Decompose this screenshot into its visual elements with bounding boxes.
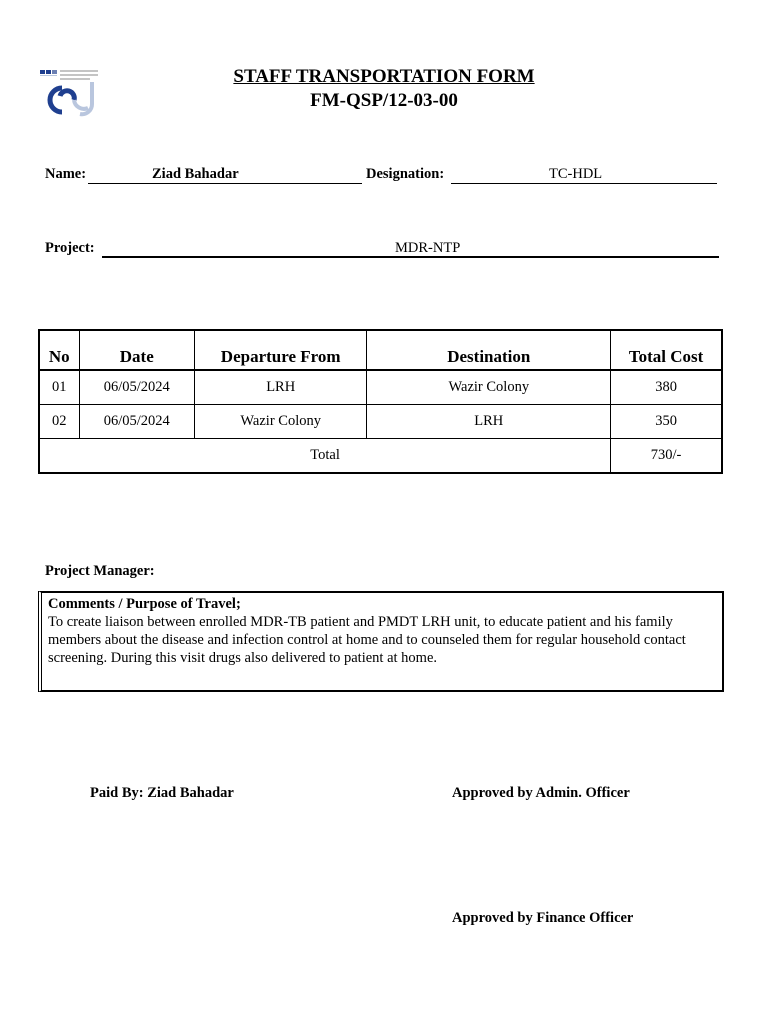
- comments-body: To create liaison between enrolled MDR-TB patient and PMDT LRH unit, to educate patient and his family members about the disease and infection control at home and to counseled them for regular household contact screening. During this visit drugs also delivered to patient at home.: [48, 614, 686, 666]
- form-title: STAFF TRANSPORTATION FORM: [233, 66, 535, 87]
- designation-label: Designation:: [366, 166, 445, 182]
- col-header-departure: Departure From: [194, 330, 367, 370]
- project-label: Project:: [45, 240, 95, 256]
- col-header-no: No: [39, 330, 79, 370]
- table-header-row: [39, 330, 722, 370]
- name-label: Name:: [45, 166, 87, 182]
- designation-field: [451, 166, 717, 184]
- cell-cost: 350: [611, 405, 722, 439]
- col-header-date: Date: [79, 330, 194, 370]
- approved-finance: Approved by Finance Officer: [452, 910, 634, 926]
- table-row: [39, 405, 722, 439]
- name-value: Ziad Bahadar: [152, 166, 239, 182]
- name-field: [88, 166, 362, 184]
- total-label: Total: [310, 447, 340, 463]
- paid-by: Paid By: Ziad Bahadar: [90, 785, 234, 801]
- cell-no: 02: [39, 405, 79, 439]
- approved-admin: Approved by Admin. Officer: [452, 785, 630, 801]
- cell-destination: LRH: [367, 405, 611, 439]
- project-manager-label: Project Manager:: [45, 563, 155, 579]
- col-header-total-cost: Total Cost: [611, 330, 722, 370]
- table-total-row: [39, 439, 722, 474]
- table-row: [39, 370, 722, 405]
- cell-date: 06/05/2024: [79, 405, 194, 439]
- cell-date: 06/05/2024: [79, 370, 194, 405]
- col-header-destination: Destination: [367, 330, 611, 370]
- comments-heading: Comments / Purpose of Travel;: [48, 596, 241, 612]
- total-value: 730/-: [611, 439, 722, 474]
- cell-destination: Wazir Colony: [367, 370, 611, 405]
- project-value: MDR-NTP: [395, 240, 461, 256]
- transport-table: [38, 329, 723, 474]
- cell-no: 01: [39, 370, 79, 405]
- project-field: [102, 240, 719, 258]
- cell-cost: 380: [611, 370, 722, 405]
- cell-departure: Wazir Colony: [194, 405, 367, 439]
- cell-departure: LRH: [194, 370, 367, 405]
- designation-value: TC-HDL: [549, 166, 603, 182]
- form-code: FM-QSP/12-03-00: [310, 90, 458, 111]
- comments-box: [38, 591, 724, 692]
